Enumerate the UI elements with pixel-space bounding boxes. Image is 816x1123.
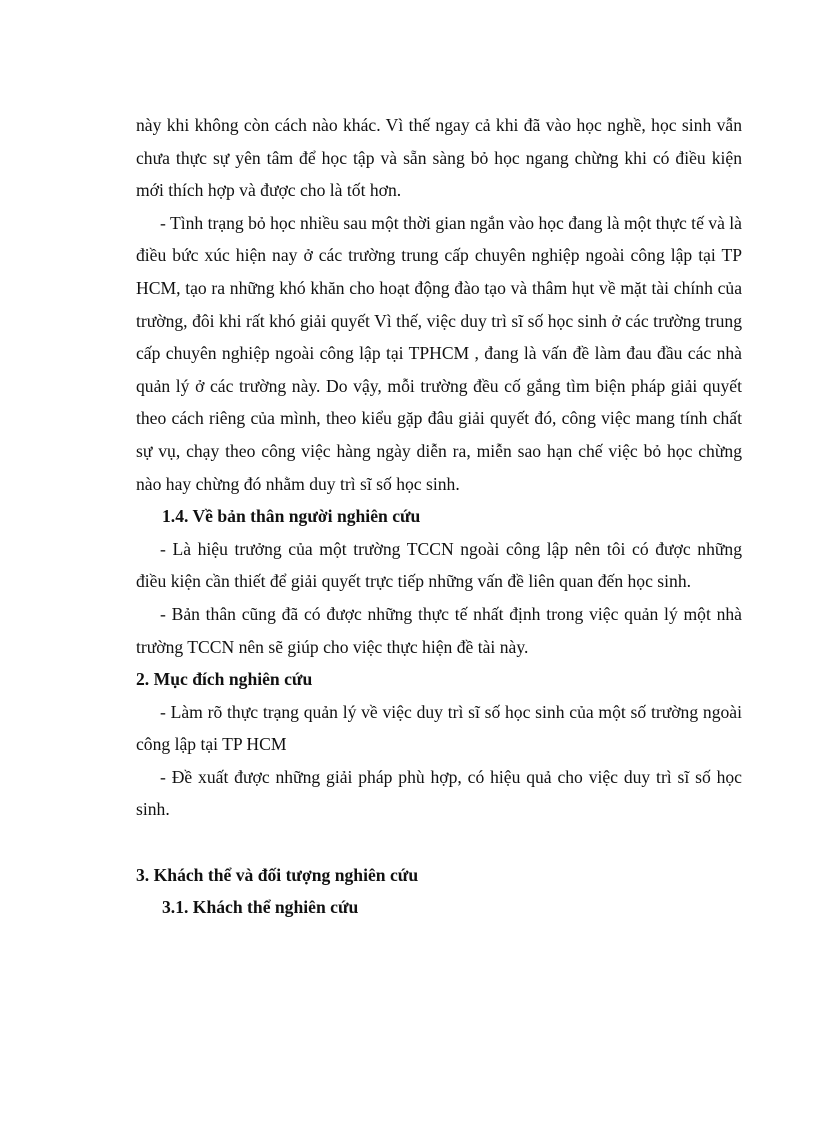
document-page <box>136 109 742 924</box>
section-heading-1-4: 1.4. Về bản thân người nghiên cứu <box>162 506 421 527</box>
paragraph-purpose-propose: - Đề xuất được những giải pháp phù hợp, có hiệu quả cho việc duy trì sĩ số học sinh. <box>136 766 742 820</box>
section-heading-3-1: 3.1. Khách thể nghiên cứu <box>162 897 359 918</box>
paragraph-continuation: này khi không còn cách nào khác. Vì thế ngay cả khi đã vào học nghề, học sinh vẫn chưa thực sự yên tâm để học tập và sẵn sàng bỏ học ngang chừng khi có điều kiện mới thích hợp và được cho là tốt hơn. <box>136 115 742 201</box>
paragraph-purpose-clarify: - Làm rõ thực trạng quản lý về việc duy trì sĩ số học sinh của một số trường ngoài công lập tại TP HCM <box>136 701 742 755</box>
section-heading-3: 3. Khách thể và đối tượng nghiên cứu <box>136 864 419 885</box>
blank-line <box>136 826 742 859</box>
paragraph-researcher-role: - Là hiệu trưởng của một trường TCCN ngoài công lập nên tôi có được những điều kiện cần thiết để giải quyết trực tiếp những vấn đề liên quan đến học sinh. <box>136 538 742 592</box>
paragraph-researcher-experience: - Bản thân cũng đã có được những thực tế nhất định trong việc quản lý một nhà trường TCCN nên sẽ giúp cho việc thực hiện đề tài này. <box>136 603 742 657</box>
paragraph-dropout-situation: - Tình trạng bỏ học nhiều sau một thời gian ngắn vào học đang là một thực tế và là điều bức xúc hiện nay ở các trường trung cấp chuyên nghiệp ngoài công lập tại TP HCM, tạo ra những khó khăn cho hoạt động đào tạo và thâm hụt về mặt tài chính của trường, đôi khi rất khó giải quyết Vì thế, việc duy trì sĩ số học sinh ở các trường trung cấp chuyên nghiệp ngoài công lập tại TPHCM , đang là vấn đề làm đau đầu các nhà quản lý ở các trường này. Do vậy, mỗi trường đều cố gắng tìm biện pháp giải quyết theo cách riêng của mình, theo kiểu gặp đâu giải quyết đó, công việc mang tính chất sự vụ, chạy theo công việc hàng ngày diễn ra, miễn sao hạn chế việc bỏ học chừng nào hay chừng đó nhằm duy trì sĩ số học sinh. <box>136 212 742 494</box>
section-heading-2: 2. Mục đích nghiên cứu <box>136 669 313 690</box>
